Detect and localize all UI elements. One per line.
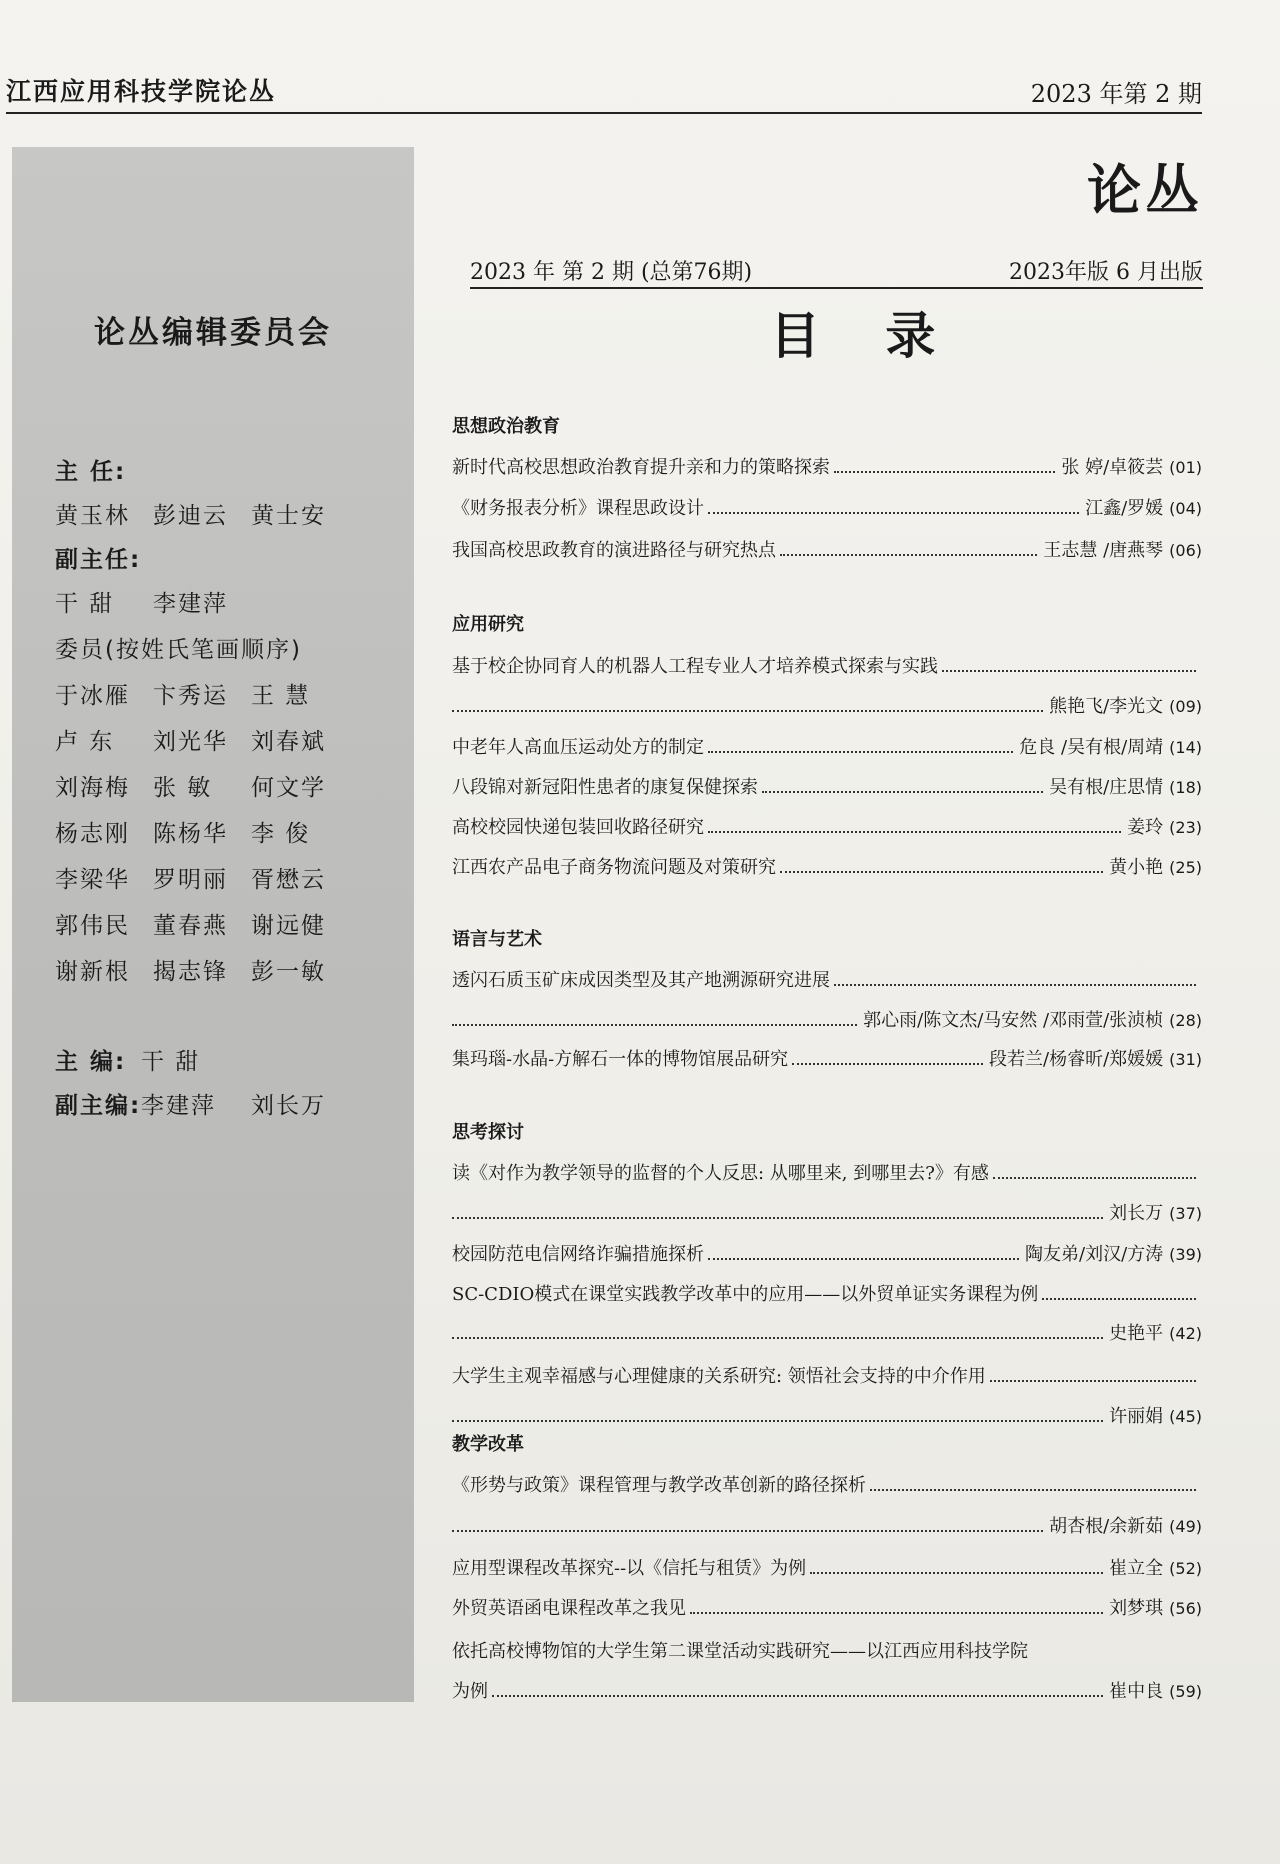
article-authors: 史艳平 bbox=[1109, 1323, 1164, 1344]
page-number: (23) bbox=[1169, 818, 1202, 837]
toc-entry[interactable] bbox=[452, 1471, 1202, 1501]
director-name: 黄玉林 bbox=[55, 503, 130, 529]
article-title: 八段锦对新冠阳性患者的康复保健探索 bbox=[452, 777, 758, 798]
article-authors: 崔立全 bbox=[1109, 1558, 1164, 1579]
article-authors: 江鑫/罗媛 bbox=[1085, 498, 1164, 519]
page-number: (04) bbox=[1169, 499, 1202, 518]
toc-entry-continuation[interactable] bbox=[452, 692, 1202, 722]
section-heading: 语言与艺术 bbox=[452, 929, 542, 950]
article-title: 校园防范电信网络诈骗措施探析 bbox=[452, 1244, 704, 1265]
page-number: (01) bbox=[1169, 458, 1202, 477]
toc-entry[interactable] bbox=[452, 494, 1202, 524]
running-header bbox=[6, 70, 1202, 114]
brand-title: 论丛 bbox=[1087, 159, 1203, 222]
article-authors: 陶友弟/刘汉/方涛 bbox=[1025, 1244, 1164, 1265]
deputy-chief-name: 李建萍 bbox=[141, 1093, 216, 1119]
deputy-name: 李建萍 bbox=[153, 591, 228, 617]
members-label: 委员(按姓氏笔画顺序) bbox=[55, 637, 302, 663]
page-number: (49) bbox=[1169, 1517, 1202, 1536]
journal-name: 江西应用科技学院论丛 bbox=[6, 77, 277, 106]
page-number: (45) bbox=[1169, 1407, 1202, 1426]
page-number: (14) bbox=[1169, 738, 1202, 757]
article-authors: 黄小艳 bbox=[1109, 857, 1164, 878]
article-title: 《形势与政策》课程管理与教学改革创新的路径探析 bbox=[452, 1475, 866, 1496]
member-name: 李梁华 bbox=[55, 867, 130, 893]
article-title: SC-CDIO模式在课堂实践教学改革中的应用——以外贸单证实务课程为例 bbox=[452, 1284, 1039, 1305]
article-authors: 许丽娟 bbox=[1109, 1406, 1164, 1427]
page-number: (42) bbox=[1169, 1324, 1202, 1343]
article-title: 基于校企协同育人的机器人工程专业人才培养模式探索与实践 bbox=[452, 656, 938, 677]
member-name: 胥懋云 bbox=[251, 867, 326, 893]
member-name: 杨志刚 bbox=[55, 821, 130, 847]
member-name: 李 俊 bbox=[251, 821, 311, 847]
member-name: 董春燕 bbox=[153, 913, 228, 939]
member-name: 于冰雁 bbox=[55, 683, 130, 709]
article-authors: 段若兰/杨睿昕/郑媛媛 bbox=[989, 1049, 1164, 1070]
article-authors: 胡杏根/余新茹 bbox=[1049, 1516, 1164, 1537]
article-title: 读《对作为教学领导的监督的个人反思: 从哪里来, 到哪里去?》有感 bbox=[452, 1163, 989, 1184]
page-number: (59) bbox=[1169, 1682, 1202, 1701]
toc-entry-continuation[interactable] bbox=[452, 1512, 1202, 1542]
chief-editor-name: 干 甜 bbox=[141, 1049, 201, 1075]
toc-entry-continuation[interactable] bbox=[452, 1199, 1202, 1229]
board-title: 论丛编辑委员会 bbox=[94, 315, 332, 351]
page-number: (18) bbox=[1169, 778, 1202, 797]
toc-entry[interactable] bbox=[452, 1045, 1202, 1075]
toc-entry[interactable] bbox=[452, 773, 1202, 803]
toc-entry[interactable] bbox=[452, 1280, 1202, 1310]
member-name: 刘光华 bbox=[153, 729, 228, 755]
page-number: (56) bbox=[1169, 1599, 1202, 1618]
article-title: 透闪石质玉矿床成因类型及其产地溯源研究进展 bbox=[452, 970, 830, 991]
editorial-board-panel bbox=[12, 147, 414, 1702]
publish-date: 2023年版 6 月出版 bbox=[1009, 260, 1203, 285]
article-title: 江西农产品电子商务物流问题及对策研究 bbox=[452, 857, 776, 878]
page-number: (28) bbox=[1169, 1011, 1202, 1030]
section-heading: 思想政治教育 bbox=[452, 416, 560, 437]
section-heading: 教学改革 bbox=[452, 1434, 524, 1455]
deputy-chief-name: 刘长万 bbox=[251, 1093, 326, 1119]
page-number: (31) bbox=[1169, 1050, 1202, 1069]
article-title: 外贸英语函电课程改革之我见 bbox=[452, 1598, 686, 1619]
page-number: (09) bbox=[1169, 697, 1202, 716]
member-name: 卢 东 bbox=[55, 729, 115, 755]
member-name: 谢远健 bbox=[251, 913, 326, 939]
page-number: (06) bbox=[1169, 541, 1202, 560]
toc-entry-continuation[interactable] bbox=[452, 1006, 1202, 1036]
toc-entry-continuation[interactable] bbox=[452, 1402, 1202, 1432]
toc-entry-continuation[interactable] bbox=[452, 1319, 1202, 1349]
article-authors: 姜玲 bbox=[1127, 817, 1164, 838]
director-name: 黄士安 bbox=[251, 503, 326, 529]
member-name: 谢新根 bbox=[55, 959, 130, 985]
member-name: 郭伟民 bbox=[55, 913, 130, 939]
toc-entry[interactable] bbox=[452, 813, 1202, 843]
page-number: (39) bbox=[1169, 1245, 1202, 1264]
chief-editor-label: 主 编: bbox=[55, 1049, 127, 1075]
toc-entry[interactable] bbox=[452, 536, 1202, 566]
article-title: 集玛瑙-水晶-方解石一体的博物馆展品研究 bbox=[452, 1049, 789, 1070]
member-name: 刘海梅 bbox=[55, 775, 130, 801]
deputy-chief-label: 副主编: bbox=[55, 1093, 142, 1119]
article-authors: 吴有根/庄思情 bbox=[1049, 777, 1164, 798]
article-title-continued: 为例 bbox=[452, 1681, 488, 1702]
toc-entry[interactable] bbox=[452, 966, 1202, 996]
article-title: 中老年人高血压运动处方的制定 bbox=[452, 737, 704, 758]
article-authors: 崔中良 bbox=[1109, 1681, 1164, 1702]
deputy-director-label: 副主任: bbox=[55, 547, 142, 573]
issue-label: 2023 年第 2 期 bbox=[1030, 80, 1202, 108]
member-name: 揭志锋 bbox=[153, 959, 228, 985]
article-title: 《财务报表分析》课程思政设计 bbox=[452, 498, 704, 519]
director-name: 彭迪云 bbox=[153, 503, 228, 529]
member-name: 彭一敏 bbox=[251, 959, 326, 985]
toc-entry[interactable] bbox=[452, 1637, 1202, 1667]
article-title: 大学生主观幸福感与心理健康的关系研究: 领悟社会支持的中介作用 bbox=[452, 1366, 986, 1387]
article-authors: 刘梦琪 bbox=[1109, 1598, 1164, 1619]
toc-entry[interactable] bbox=[452, 1594, 1202, 1624]
page-number: (25) bbox=[1169, 858, 1202, 877]
section-heading: 应用研究 bbox=[452, 614, 524, 635]
member-name: 卞秀运 bbox=[153, 683, 228, 709]
member-name: 陈杨华 bbox=[153, 821, 228, 847]
member-name: 王 慧 bbox=[251, 683, 311, 709]
article-authors: 危良 /吴有根/周靖 bbox=[1019, 737, 1164, 758]
member-name: 张 敏 bbox=[153, 775, 213, 801]
member-name: 罗明丽 bbox=[153, 867, 228, 893]
member-name: 刘春斌 bbox=[251, 729, 326, 755]
section-heading: 思考探讨 bbox=[452, 1122, 524, 1143]
toc-entry[interactable] bbox=[452, 1159, 1202, 1189]
toc-entry[interactable] bbox=[452, 1554, 1202, 1584]
article-authors: 王志慧 /唐燕琴 bbox=[1043, 540, 1164, 561]
issue-info bbox=[470, 255, 1203, 289]
toc-entry[interactable] bbox=[452, 853, 1202, 883]
article-authors: 郭心雨/陈文杰/马安然 /邓雨萱/张浈桢 bbox=[863, 1010, 1164, 1031]
article-title: 应用型课程改革探究--以《信托与租赁》为例 bbox=[452, 1558, 807, 1579]
article-authors: 刘长万 bbox=[1109, 1203, 1164, 1224]
toc-entry[interactable] bbox=[452, 1362, 1202, 1392]
toc-entry[interactable] bbox=[452, 733, 1202, 763]
toc-entry[interactable] bbox=[452, 1240, 1202, 1270]
toc-entry-continuation[interactable] bbox=[452, 1677, 1202, 1707]
article-authors: 熊艳飞/李光文 bbox=[1049, 696, 1164, 717]
toc-entry[interactable] bbox=[452, 652, 1202, 682]
issue-number: 2023 年 第 2 期 (总第76期) bbox=[470, 260, 753, 285]
member-name: 何文学 bbox=[251, 775, 326, 801]
article-authors: 张 婷/卓筱芸 bbox=[1061, 457, 1164, 478]
toc-title: 目 录 bbox=[770, 307, 960, 365]
article-title: 依托高校博物馆的大学生第二课堂活动实践研究——以江西应用科技学院 bbox=[452, 1641, 1028, 1662]
article-title: 新时代高校思想政治教育提升亲和力的策略探索 bbox=[452, 457, 830, 478]
article-title: 我国高校思政教育的演进路径与研究热点 bbox=[452, 540, 776, 561]
deputy-name: 干 甜 bbox=[55, 591, 115, 617]
page-number: (37) bbox=[1169, 1204, 1202, 1223]
page-number: (52) bbox=[1169, 1559, 1202, 1578]
toc-entry[interactable] bbox=[452, 453, 1202, 483]
director-label: 主 任: bbox=[55, 459, 127, 485]
article-title: 高校校园快递包装回收路径研究 bbox=[452, 817, 704, 838]
